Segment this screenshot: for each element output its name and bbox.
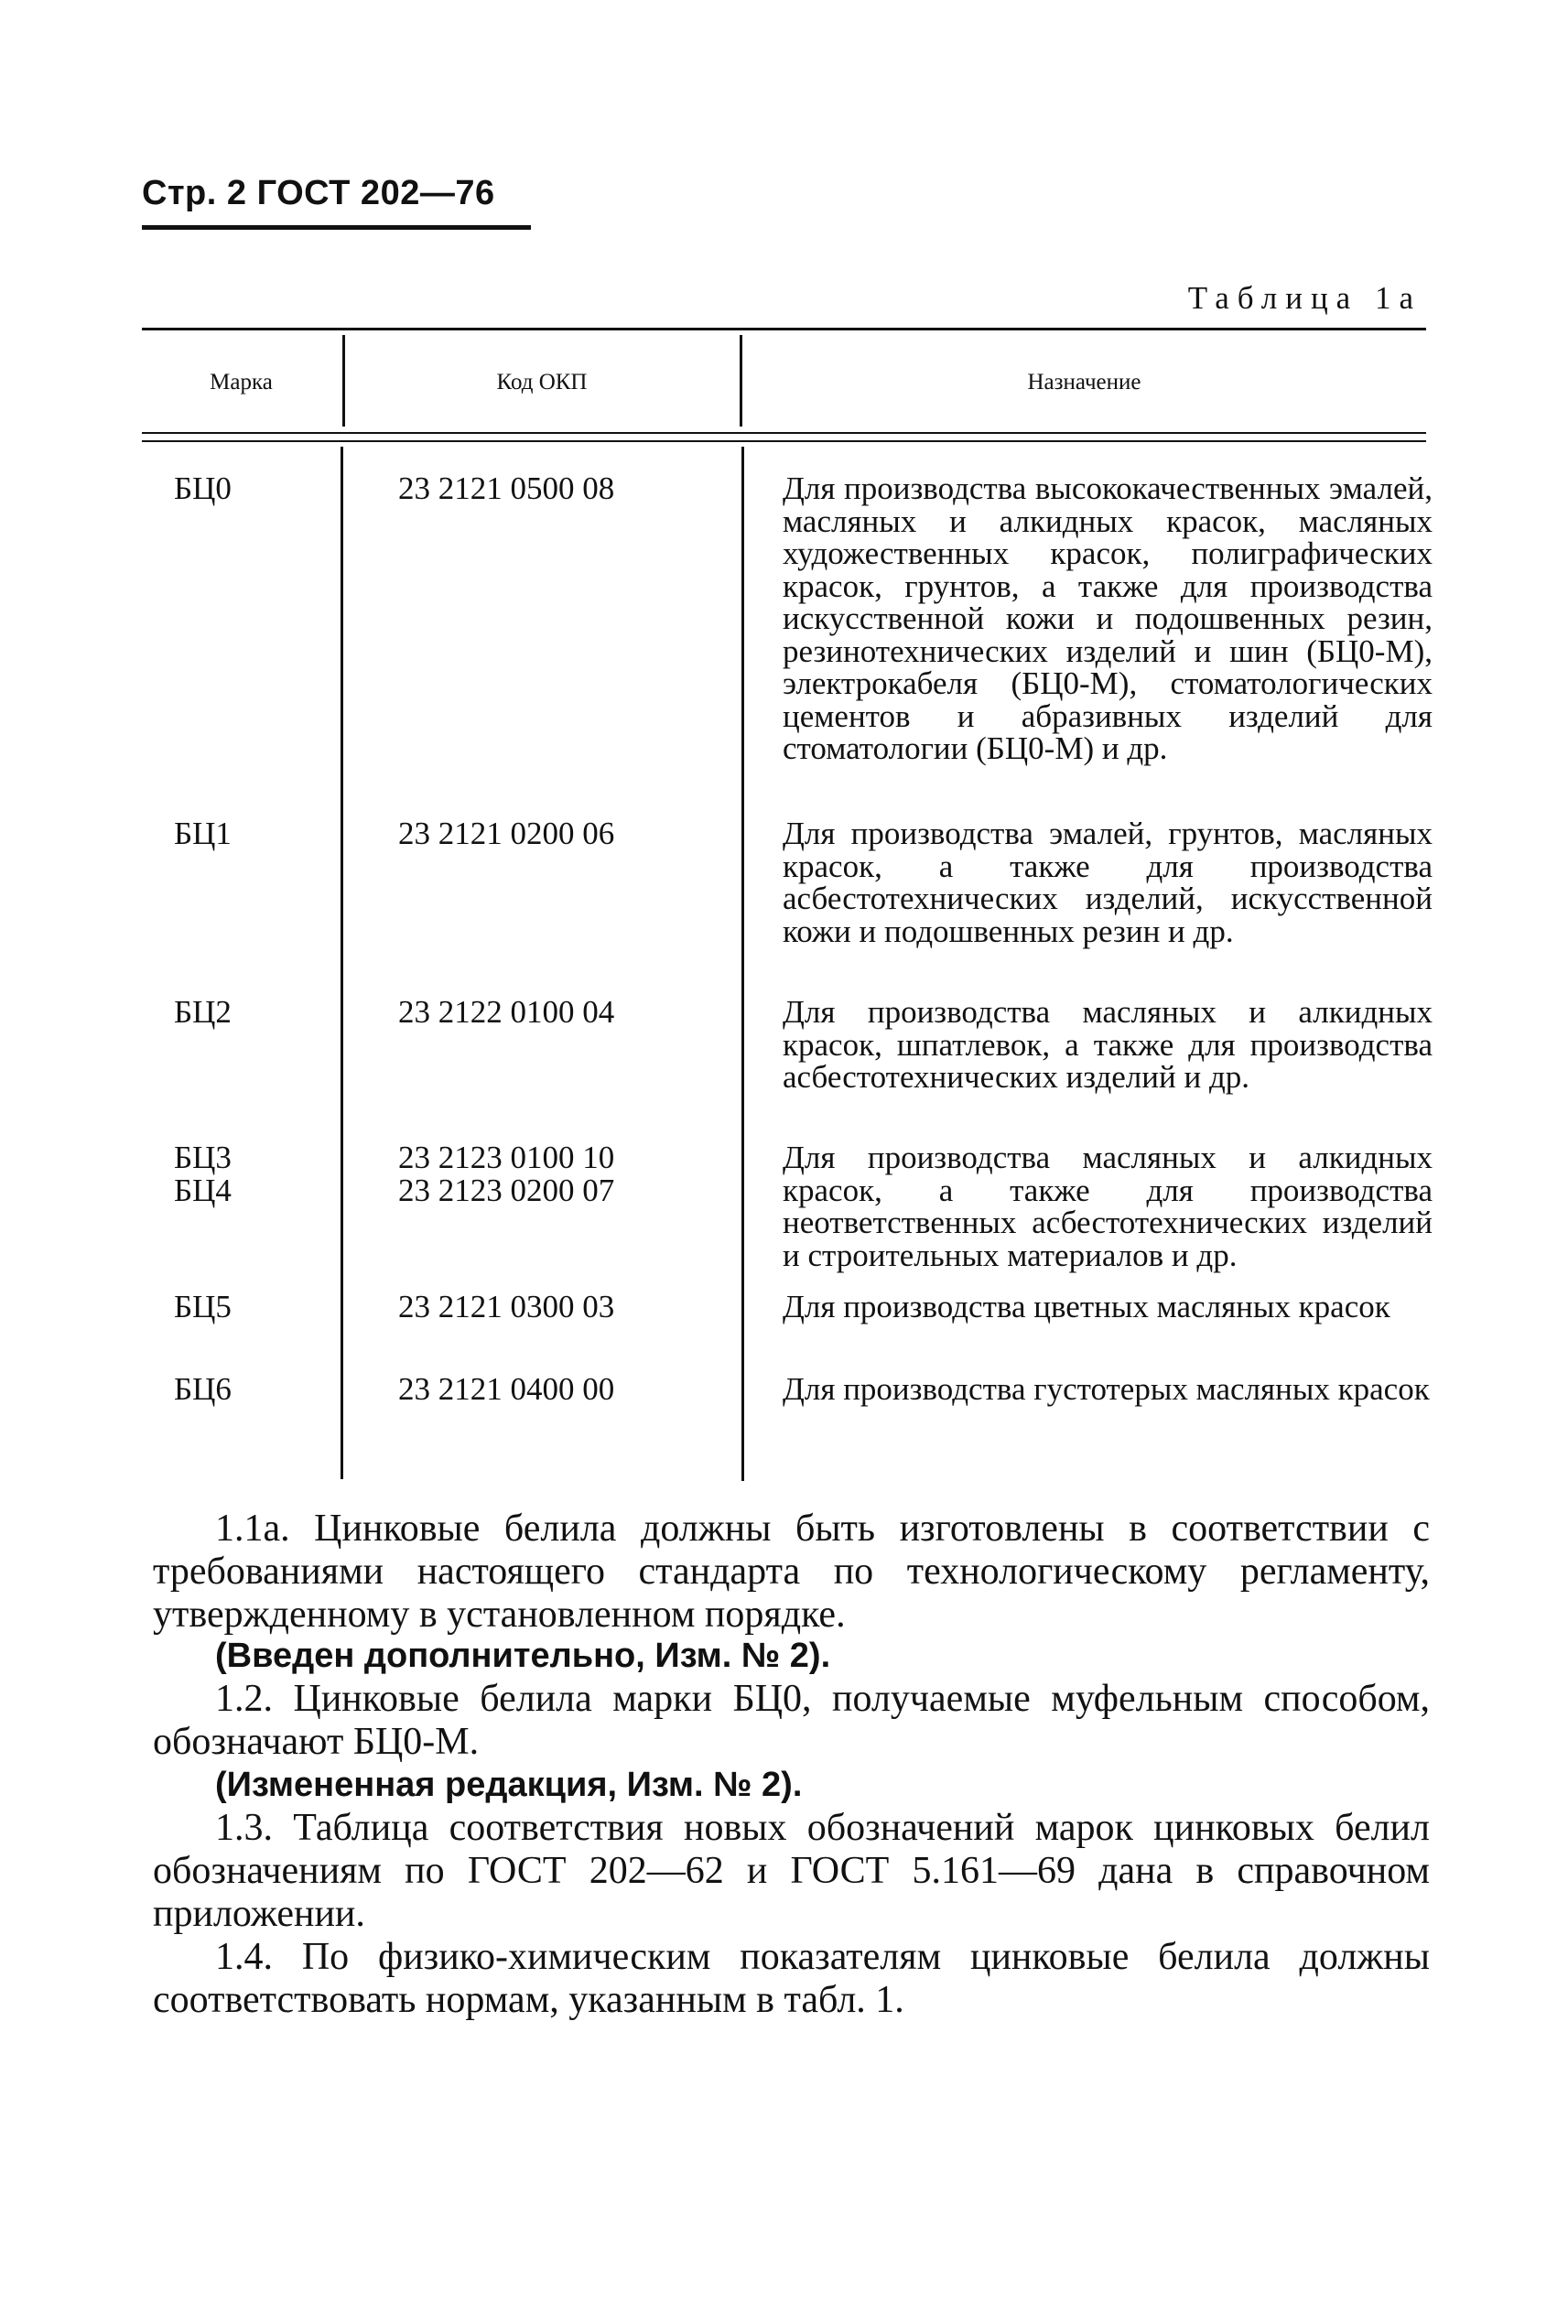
table-cell-kod: 23 2122 0100 04 xyxy=(398,994,615,1030)
table-cell-naznachenie: Для производства густотерых масляных красок xyxy=(783,1371,1430,1407)
table-cell-kod: 23 2121 0200 06 xyxy=(398,816,615,851)
table-cell-marka: БЦ1 xyxy=(174,816,232,851)
table-cell-marka: БЦ5 xyxy=(174,1289,232,1324)
header-double-rule-top xyxy=(142,432,1426,434)
paragraph-1-1a: 1.1а. Цинковые белила должны быть изготовлены в соответствии с требованиями настоящего стандарта по технологическому регламенту, утвержденному в установленном порядке. xyxy=(153,1508,1430,1636)
header-double-rule-bottom xyxy=(142,440,1426,442)
column-divider xyxy=(341,447,343,1479)
table-cell-naznachenie: Для производства цветных масляных красок xyxy=(783,1289,1390,1324)
table-cell-naznachenie: Для производства эмалей, грунтов, масляных красок, а также для производства асбестотехнических изделий, искусственной кожи и подошвенных резин и др. xyxy=(783,816,1433,949)
amendment-note: (Измененная редакция, Изм. № 2). xyxy=(215,1766,803,1804)
amendment-note: (Введен дополнительно, Изм. № 2). xyxy=(215,1637,831,1675)
column-header-kod-okp: Код ОКП xyxy=(496,370,588,395)
table-cell-kod: 23 2121 0300 03 xyxy=(398,1289,615,1324)
table-cell-kod: 23 2123 0100 10 23 2123 0200 07 xyxy=(398,1140,615,1208)
paragraph-1-4: 1.4. По физико-химическим показателям цинковые белила должны соответствовать нормам, указанным в табл. 1. xyxy=(153,1936,1430,2021)
table-cell-marka: БЦ6 xyxy=(174,1371,232,1407)
table-top-rule xyxy=(142,328,1426,330)
column-header-marka: Марка xyxy=(210,370,273,395)
table-cell-naznachenie: Для производства масляных и алкидных красок, а также для производства неответственных асбестотехнических изделий и строительных материалов и др. xyxy=(783,1140,1433,1273)
column-divider xyxy=(741,447,744,1481)
paragraph-1-2: 1.2. Цинковые белила марки БЦ0, получаемые муфельным способом, обозначают БЦ0-М. xyxy=(153,1678,1430,1763)
table-cell-naznachenie: Для производства масляных и алкидных красок, шпатлевок, а также для производства асбестотехнических изделий и др. xyxy=(783,994,1433,1095)
page-header: Стр. 2 ГОСТ 202—76 xyxy=(142,174,495,212)
table-cell-marka: БЦ2 xyxy=(174,994,232,1030)
header-underline xyxy=(142,225,531,230)
table-cell-marka: БЦ0 xyxy=(174,470,232,506)
column-header-naznachenie: Назначение xyxy=(1027,370,1141,395)
paragraph-1-3: 1.3. Таблица соответствия новых обозначений марок цинковых белил обозначениям по ГОСТ 202—62 и ГОСТ 5.161—69 дана в справочном приложении. xyxy=(153,1807,1430,1935)
table-cell-marka: БЦ3 БЦ4 xyxy=(174,1140,232,1208)
table-cell-naznachenie: Для производства высококачественных эмалей, масляных и алкидных красок, масляных художественных красок, полиграфических красок, грунтов, а также для производства искусственной кожи и подошвенных резин, резинотехнических изделий и шин (БЦ0-М), электрокабеля (БЦ0-М), стоматологических цементов и абразивных изделий для стоматологии (БЦ0-М) и др. xyxy=(783,470,1433,766)
table-cell-kod: 23 2121 0500 08 xyxy=(398,470,615,506)
table-caption: Таблица 1а xyxy=(1187,280,1422,316)
table-cell-kod: 23 2121 0400 00 xyxy=(398,1371,615,1407)
